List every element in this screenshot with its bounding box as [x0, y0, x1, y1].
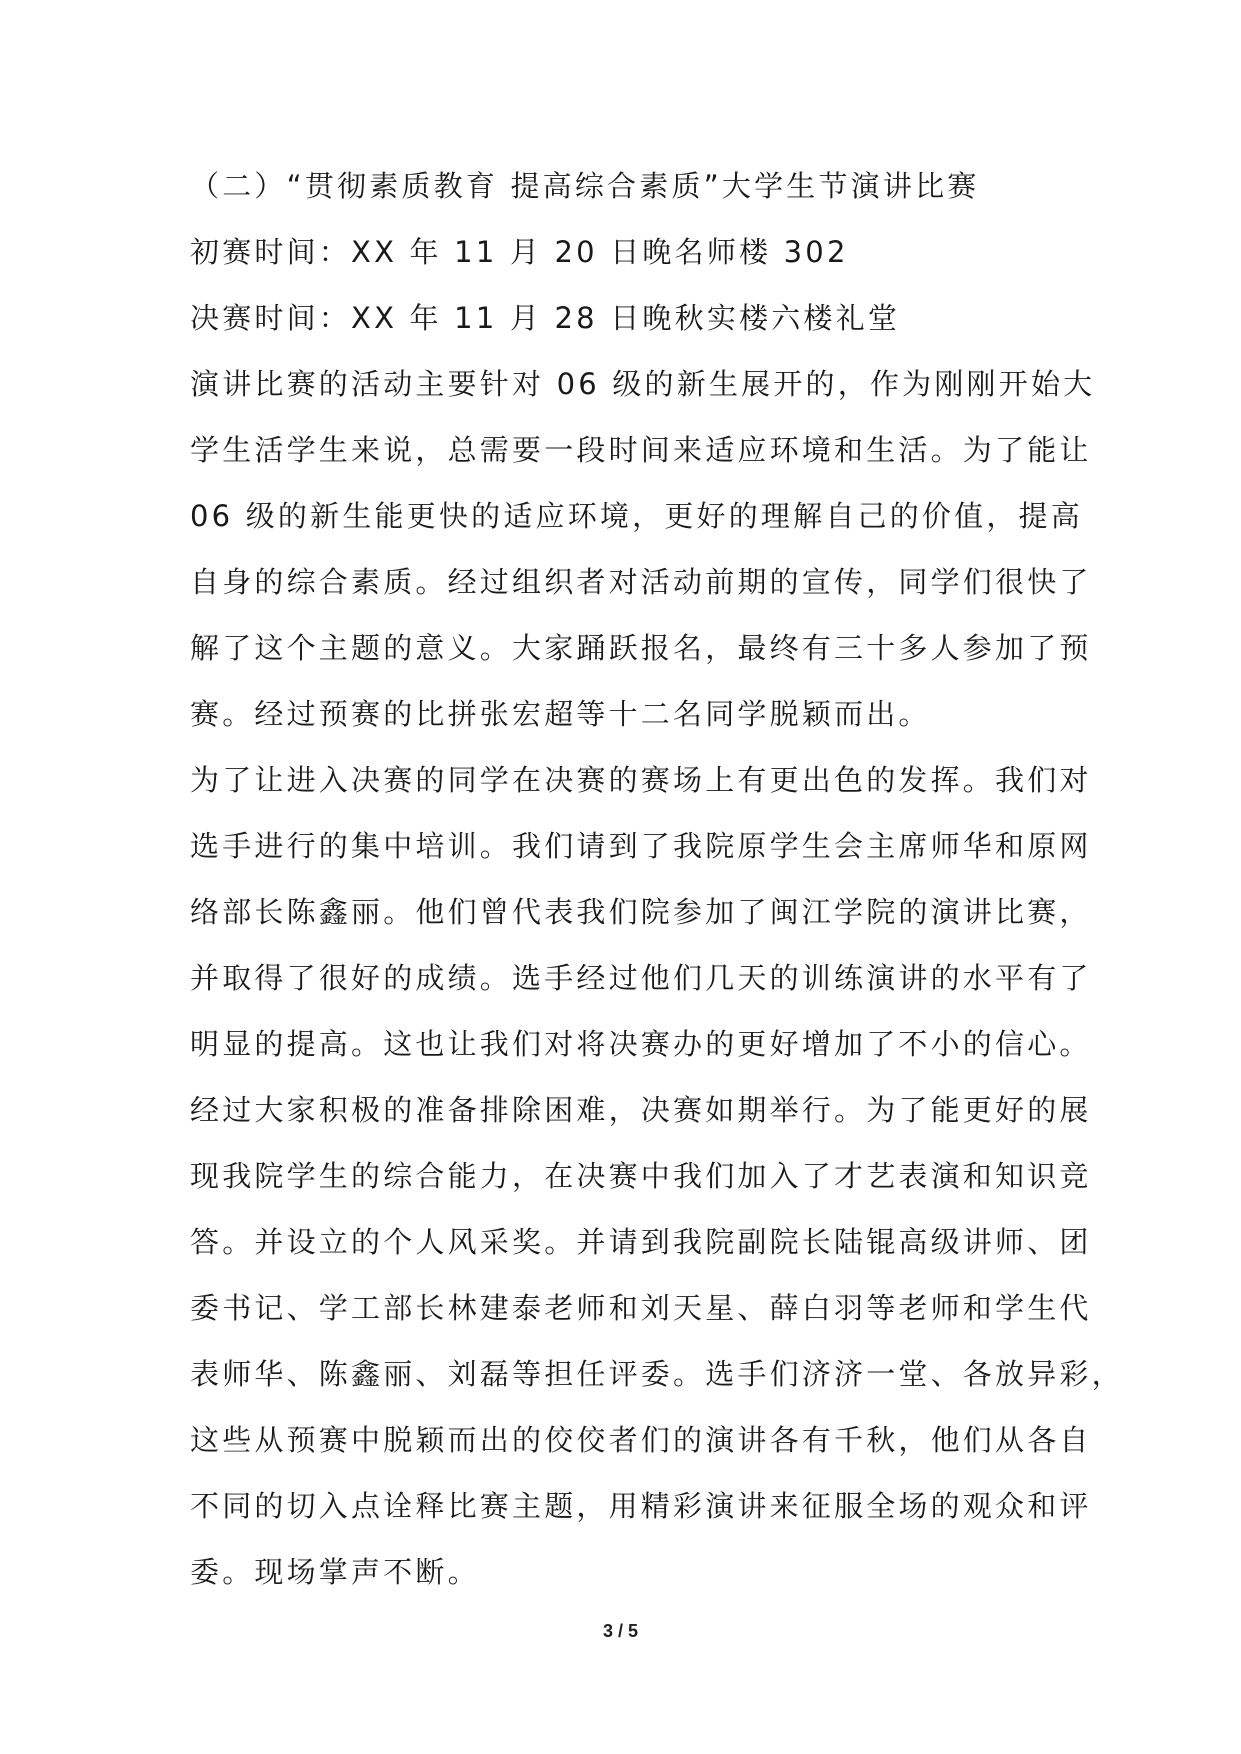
paragraph-line: 自身的综合素质。经过组织者对活动前期的宣传，同学们很快了 [190, 565, 1092, 599]
paragraph-line: 并取得了很好的成绩。选手经过他们几天的训练演讲的水平有了 [190, 961, 1092, 995]
paragraph-line: 06 级的新生能更快的适应环境，更好的理解自己的价值，提高 [190, 499, 1083, 533]
paragraph-line: 表师华、陈鑫丽、刘磊等担任评委。选手们济济一堂、各放异彩， [190, 1357, 1124, 1391]
paragraph-line: 解了这个主题的意义。大家踊跃报名，最终有三十多人参加了预 [190, 631, 1092, 665]
page-number: 3 / 5 [602, 1621, 639, 1641]
final-time-line: 决赛时间：XX 年 11 月 28 日晚秋实楼六楼礼堂 [190, 301, 901, 335]
section-heading: （二）“贯彻素质教育 提高综合素质”大学生节演讲比赛 [190, 169, 980, 203]
paragraph-line: 赛。经过预赛的比拼张宏超等十二名同学脱颖而出。 [190, 697, 931, 731]
paragraph-line: 络部长陈鑫丽。他们曾代表我们院参加了闽江学院的演讲比赛， [190, 895, 1092, 929]
paragraph-line: 委。现场掌声不断。 [190, 1555, 480, 1589]
paragraph-line: 这些从预赛中脱颖而出的佼佼者们的演讲各有千秋，他们从各自 [190, 1423, 1092, 1457]
paragraph-line: 学生活学生来说，总需要一段时间来适应环境和生活。为了能让 [190, 433, 1092, 467]
paragraph-line: 明显的提高。这也让我们对将决赛办的更好增加了不小的信心。 [190, 1027, 1092, 1061]
paragraph-line: 为了让进入决赛的同学在决赛的赛场上有更出色的发挥。我们对 [190, 763, 1092, 797]
paragraph-line: 选手进行的集中培训。我们请到了我院原学生会主席师华和原网 [190, 829, 1092, 863]
paragraph-line: 现我院学生的综合能力，在决赛中我们加入了才艺表演和知识竞 [190, 1159, 1092, 1193]
paragraph-line: 委书记、学工部长林建泰老师和刘天星、薛白羽等老师和学生代 [190, 1291, 1092, 1325]
prelim-time-line: 初赛时间：XX 年 11 月 20 日晚名师楼 302 [190, 235, 849, 269]
paragraph-line: 演讲比赛的活动主要针对 06 级的新生展开的，作为刚刚开始大 [190, 367, 1096, 401]
paragraph-line: 经过大家积极的准备排除困难，决赛如期举行。为了能更好的展 [190, 1093, 1092, 1127]
paragraph-line: 不同的切入点诠释比赛主题，用精彩演讲来征服全场的观众和评 [190, 1489, 1092, 1523]
paragraph-line: 答。并设立的个人风采奖。并请到我院副院长陆锟高级讲师、团 [190, 1225, 1092, 1259]
